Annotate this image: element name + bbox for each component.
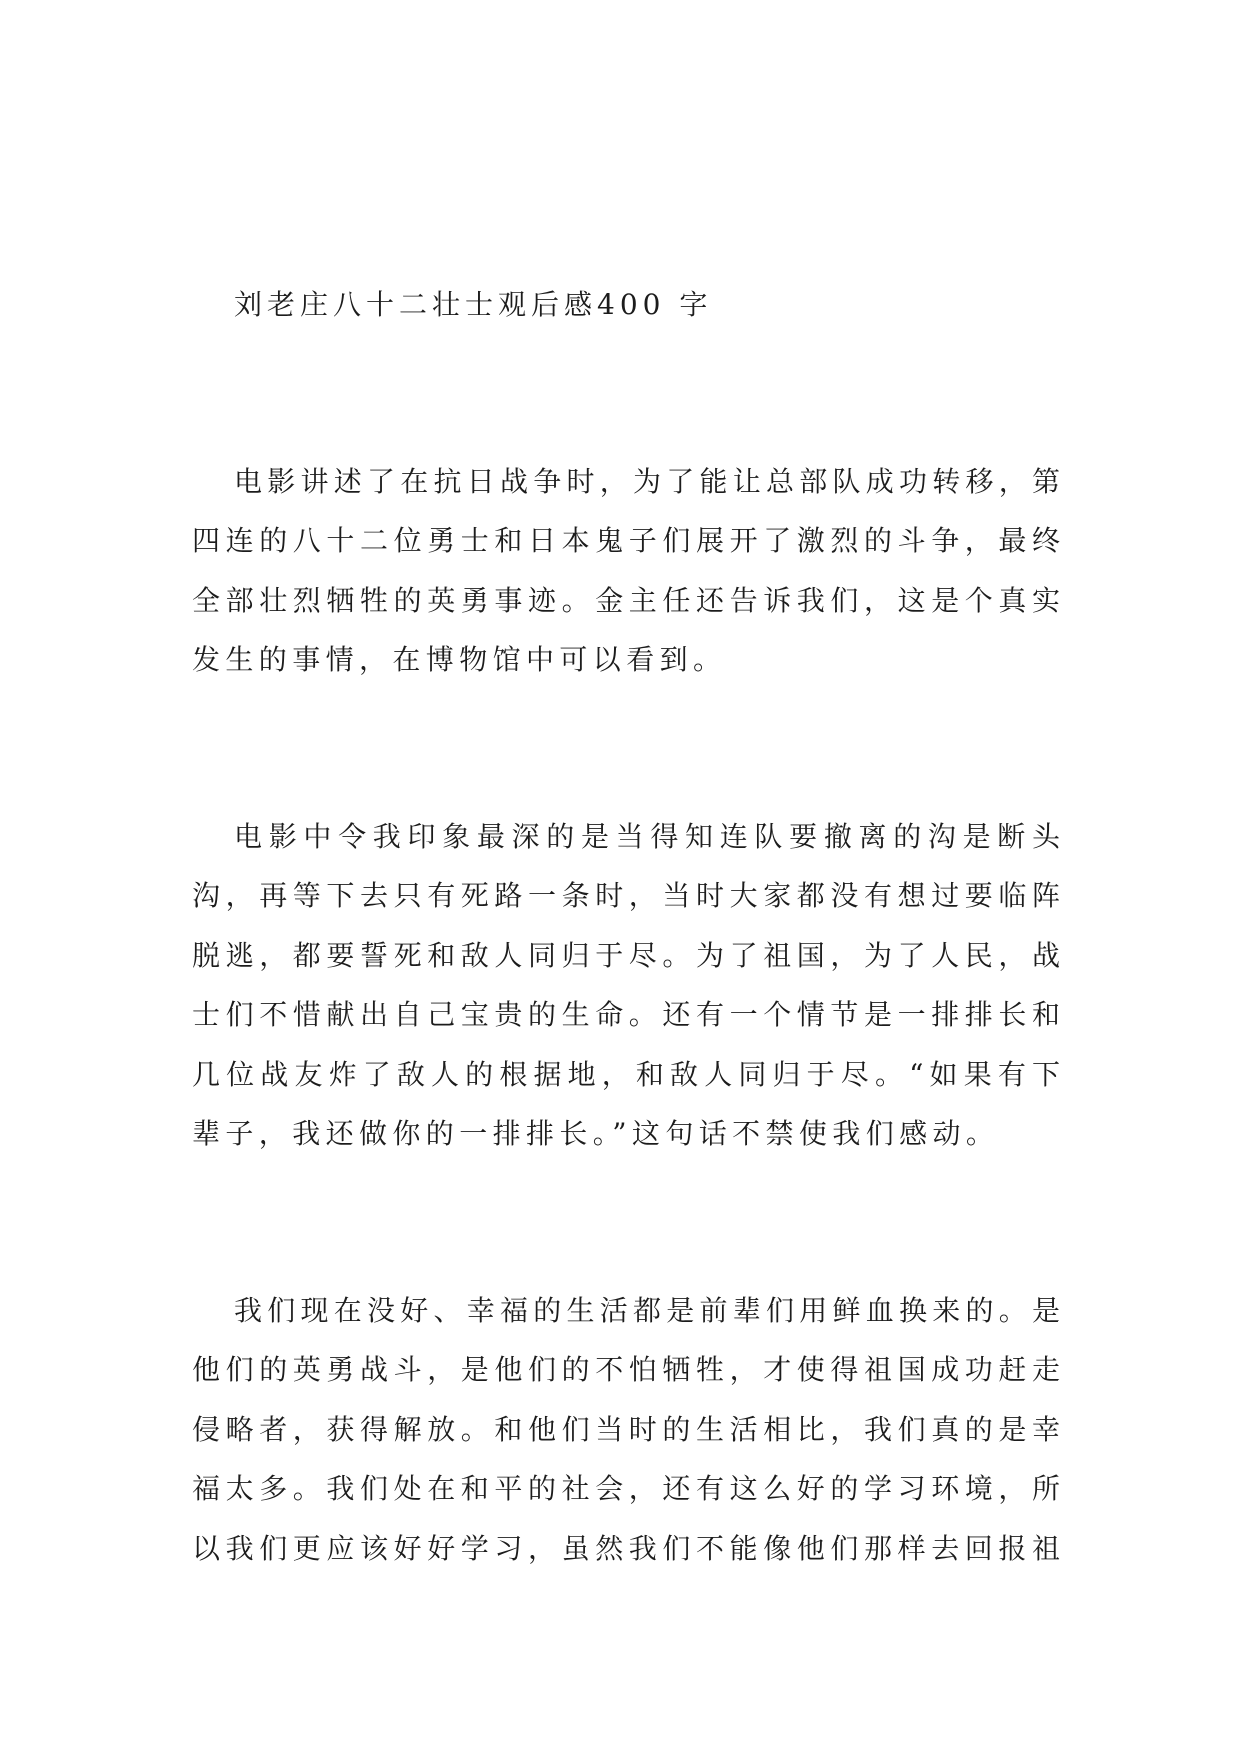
paragraph-1: [192, 452, 1060, 690]
paragraph-line: 电影讲述了在抗日战争时，为了能让总部队成功转移，第: [234, 464, 1060, 498]
paragraph-line: 脱逃，都要誓死和敌人同归于尽。为了祖国，为了人民，战: [192, 938, 1060, 972]
paragraph-line: 士们不惜献出自己宝贵的生命。还有一个情节是一排排长和: [192, 998, 1060, 1031]
paragraph-line: 侵略者，获得解放。和他们当时的生活相比，我们真的是幸: [192, 1412, 1060, 1446]
paragraph-line: 四连的八十二位勇士和日本鬼子们展开了激烈的斗争，最终: [192, 524, 1060, 557]
paragraph-line: 电影中令我印象最深的是当得知连队要撤离的沟是断头: [234, 819, 1060, 853]
paragraph-line: 我们现在没好、幸福的生活都是前辈们用鲜血换来的。是: [234, 1293, 1060, 1327]
paragraph-line: 沟，再等下去只有死路一条时，当时大家都没有想过要临阵: [192, 879, 1060, 912]
paragraph-line: 福太多。我们处在和平的社会，还有这么好的学习环境，所: [192, 1472, 1060, 1505]
paragraph-line: 全部壮烈牺牲的英勇事迹。金主任还告诉我们，这是个真实: [192, 583, 1060, 617]
paragraph-line: 发生的事情，在博物馆中可以看到。: [192, 643, 727, 676]
paragraph-line: 几位战友炸了敌人的根据地，和敌人同归于尽。“如果有下: [192, 1057, 1060, 1091]
paragraph-line: 以我们更应该好好学习，虽然我们不能像他们那样去回报祖: [192, 1531, 1060, 1565]
document-title: 刘老庄八十二壮士观后感400 字: [234, 288, 713, 321]
paragraph-line: 他们的英勇战斗，是他们的不怕牺牲，才使得祖国成功赶走: [192, 1353, 1060, 1386]
document-body: [192, 275, 1060, 1578]
paragraph-3: [192, 1281, 1060, 1579]
paragraph-line: 辈子，我还做你的一排排长。”这句话不禁使我们感动。: [192, 1117, 1000, 1150]
paragraph-2: [192, 807, 1060, 1164]
